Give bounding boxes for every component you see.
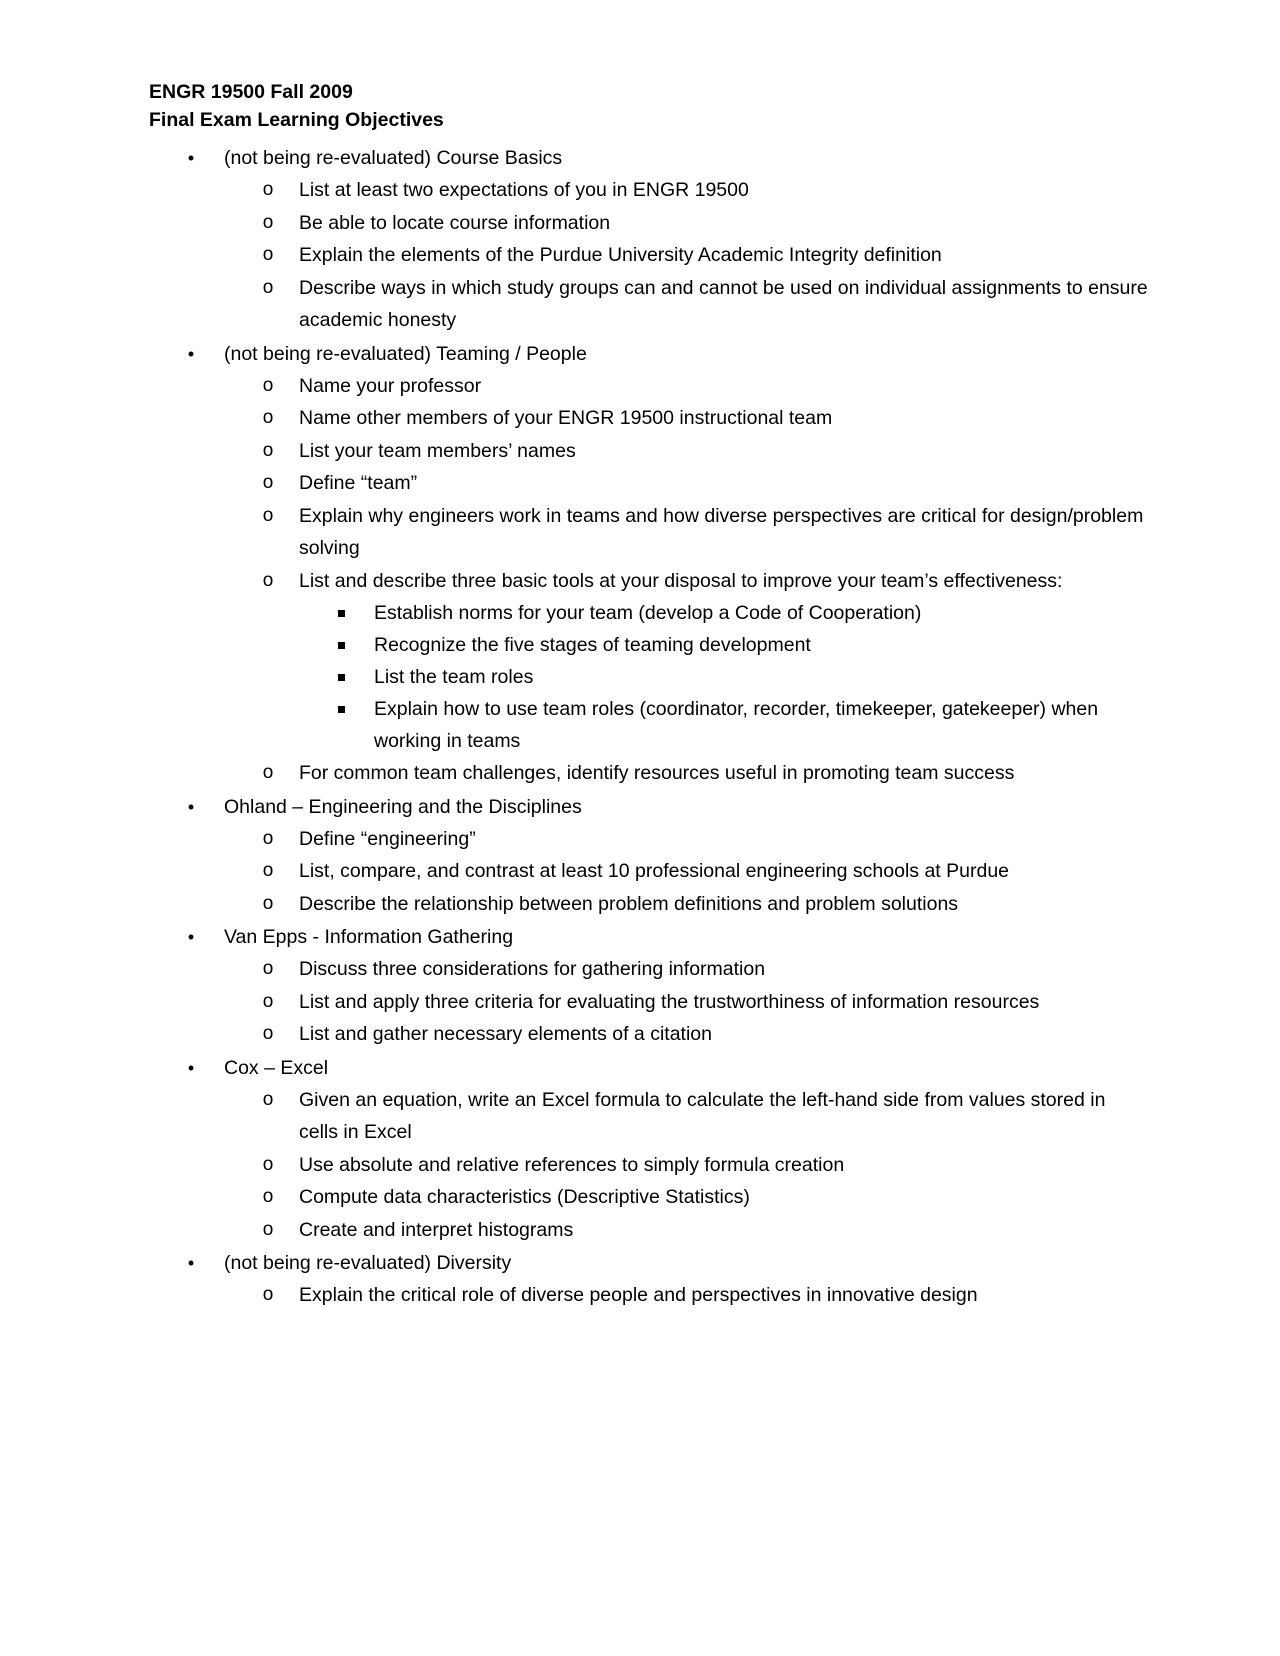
item-text: Compute data characteristics (Descriptive Statistics) [299, 1186, 750, 1208]
item-text: Explain why engineers work in teams and how diverse perspectives are critical for design/problem solving [299, 504, 1144, 559]
item-text: Be able to locate course information [299, 211, 611, 234]
list-item [149, 986, 1149, 1019]
section-label: (not being re-evaluated) Teaming / People [224, 342, 587, 365]
circle-bullet-icon: o [262, 472, 274, 493]
item-text: Define “team” [299, 472, 418, 494]
section-course-basics [149, 142, 1149, 174]
section-excel [149, 1052, 1149, 1084]
objectives-outline [149, 142, 1149, 1312]
item-text: Describe the relationship between problem definitions and problem solutions [299, 892, 959, 915]
item-text: List at least two expectations of you in ENGR 19500 [299, 179, 749, 201]
item-text: For common team challenges, identify resources useful in promoting team success [299, 762, 1015, 784]
bullet-icon: • [187, 343, 195, 364]
item-text: Create and interpret histograms [299, 1218, 574, 1241]
circle-bullet-icon: o [262, 439, 274, 461]
section-engineering-disciplines [149, 791, 1149, 823]
list-item [149, 1214, 1149, 1247]
item-text: Explain how to use team roles (coordinator, recorder, timekeeper, gatekeeper) when working in teams [374, 698, 1099, 752]
circle-bullet-icon: o [262, 892, 274, 914]
item-text: Use absolute and relative references to simply formula creation [299, 1153, 845, 1176]
circle-bullet-icon: o [262, 276, 274, 298]
circle-bullet-icon: o [262, 958, 274, 979]
circle-bullet-icon: o [262, 211, 274, 233]
circle-bullet-icon: o [262, 762, 274, 783]
list-item [149, 1181, 1149, 1214]
section-diversity [149, 1247, 1149, 1279]
section-label: Van Epps - Information Gathering [224, 926, 514, 948]
bullet-icon: • [187, 148, 195, 168]
bullet-icon: • [187, 796, 195, 817]
list-item [149, 239, 1149, 272]
circle-bullet-icon: o [262, 827, 274, 849]
item-text: Establish norms for your team (develop a Code of Cooperation) [374, 602, 922, 624]
square-bullet-icon [338, 642, 345, 649]
sub-list-item [149, 693, 1149, 757]
item-text: Recognize the five stages of teaming development [374, 634, 811, 656]
item-text: List your team members’ names [299, 439, 576, 462]
section-label: (not being re-evaluated) Diversity [224, 1252, 512, 1274]
circle-bullet-icon: o [262, 1218, 274, 1240]
item-text: Define “engineering” [299, 827, 476, 850]
list-item [149, 402, 1149, 435]
bullet-icon: • [187, 1253, 195, 1273]
item-text: Explain the elements of the Purdue University Academic Integrity definition [299, 244, 942, 266]
list-item [149, 565, 1149, 598]
square-bullet-icon [338, 610, 345, 617]
list-item [149, 500, 1149, 565]
circle-bullet-icon: o [262, 860, 274, 881]
square-bullet-icon [338, 706, 345, 713]
list-item [149, 1279, 1149, 1312]
section-information-gathering [149, 921, 1149, 953]
bullet-icon: • [187, 927, 195, 947]
sub-list-item [149, 661, 1149, 693]
document-title: Final Exam Learning Objectives [149, 109, 444, 131]
list-item [149, 1084, 1149, 1149]
list-item [149, 855, 1149, 888]
square-bullet-icon [338, 674, 345, 681]
item-text: List, compare, and contrast at least 10 professional engineering schools at Purdue [299, 860, 1010, 882]
circle-bullet-icon: o [262, 1023, 274, 1044]
document-page [149, 78, 1149, 1312]
list-item [149, 1149, 1149, 1182]
item-text: List and apply three criteria for evaluating the trustworthiness of information resources [299, 990, 1040, 1013]
item-text: Describe ways in which study groups can and cannot be used on individual assignments to ensure academic honesty [299, 276, 1148, 331]
list-item [149, 467, 1149, 500]
list-item [149, 272, 1149, 337]
section-teaming-people [149, 338, 1149, 370]
bullet-icon: • [187, 1057, 195, 1078]
circle-bullet-icon: o [262, 244, 274, 265]
item-text: List the team roles [374, 666, 534, 688]
list-item [149, 953, 1149, 986]
circle-bullet-icon: o [262, 504, 274, 526]
list-item [149, 757, 1149, 790]
circle-bullet-icon: o [262, 1186, 274, 1207]
sub-list-item [149, 597, 1149, 629]
list-item [149, 207, 1149, 240]
course-title: ENGR 19500 Fall 2009 [149, 81, 353, 103]
sub-list-item [149, 629, 1149, 661]
circle-bullet-icon: o [262, 1088, 274, 1110]
circle-bullet-icon: o [262, 374, 274, 396]
circle-bullet-icon: o [262, 179, 274, 200]
list-item [149, 174, 1149, 207]
section-label: (not being re-evaluated) Course Basics [224, 147, 563, 169]
section-label: Cox – Excel [224, 1056, 329, 1079]
item-text: Explain the critical role of diverse people and perspectives in innovative design [299, 1284, 978, 1306]
item-text: List and gather necessary elements of a citation [299, 1023, 712, 1045]
circle-bullet-icon: o [262, 407, 274, 428]
circle-bullet-icon: o [262, 1284, 274, 1305]
circle-bullet-icon: o [262, 990, 274, 1012]
item-text: Name your professor [299, 374, 482, 397]
item-text: Given an equation, write an Excel formula to calculate the left-hand side from values stored in cells in Excel [299, 1088, 1106, 1143]
section-label: Ohland – Engineering and the Disciplines [224, 795, 582, 818]
circle-bullet-icon: o [262, 1153, 274, 1175]
item-text: List and describe three basic tools at your disposal to improve your team’s effectiveness: [299, 569, 1063, 592]
list-item [149, 1018, 1149, 1051]
item-text: Name other members of your ENGR 19500 instructional team [299, 407, 833, 429]
item-text: Discuss three considerations for gathering information [299, 958, 766, 980]
list-item [149, 823, 1149, 856]
circle-bullet-icon: o [262, 569, 274, 591]
list-item [149, 435, 1149, 468]
list-item [149, 370, 1149, 403]
list-item [149, 888, 1149, 921]
